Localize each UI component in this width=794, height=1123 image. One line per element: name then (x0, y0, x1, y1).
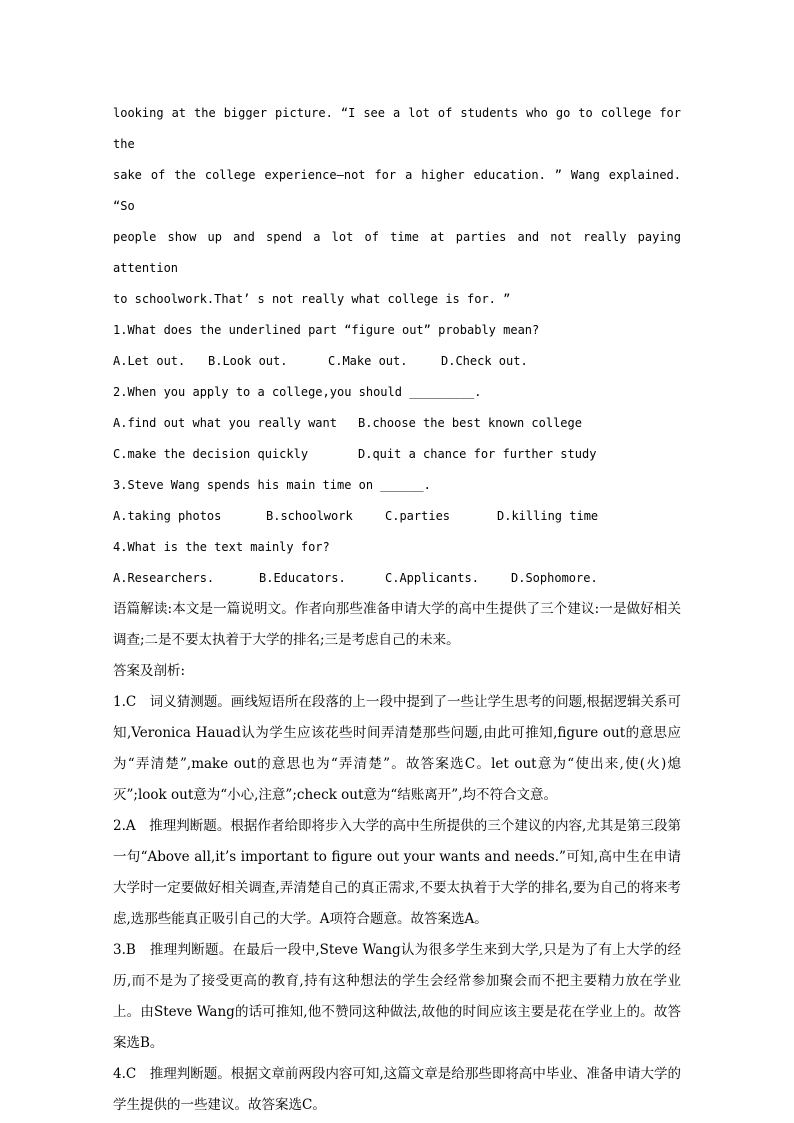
option-d: D.killing time (497, 509, 599, 523)
option-c: C.parties (385, 509, 451, 523)
document-page (113, 98, 681, 1121)
discourse-summary: 语篇解读:本文是一篇说明文。作者向那些准备申请大学的高中生提供了三个建议:一是做好相关调查;二是不要太执着于大学的排名;三是考虑自己的未来。 (113, 601, 681, 648)
option-b: B.schoolwork (266, 509, 353, 523)
option-b: B.Look out. (208, 354, 288, 368)
option-line (113, 408, 681, 439)
option-line (113, 439, 681, 470)
option-a: A.Researchers. (113, 571, 215, 585)
passage (113, 98, 681, 315)
passage-line: to schoolwork.That’ s not really what college is for. ” (113, 292, 511, 306)
passage-line: people show up and spend a lot of time at parties and not really paying attention (113, 230, 681, 275)
question-2 (113, 377, 681, 470)
question-stem: 2.When you apply to a college,you should _________. (113, 385, 482, 399)
option-line (113, 501, 681, 532)
option-line (113, 563, 681, 594)
question-stem: 4.What is the text mainly for? (113, 540, 330, 554)
option-c: C.make the decision quickly (113, 447, 309, 461)
option-c: C.Applicants. (385, 571, 479, 585)
question-stem: 1.What does the underlined part “figure out” probably mean? (113, 323, 540, 337)
question-1 (113, 315, 681, 377)
option-c: C.Make out. (328, 354, 408, 368)
question-3 (113, 470, 681, 532)
option-line (113, 346, 681, 377)
passage-line: sake of the college experience—not for a higher education. ” Wang explained. “So (113, 168, 681, 213)
answers-heading: 答案及剖析: (113, 663, 186, 679)
option-d: D.Sophomore. (511, 571, 598, 585)
option-b: B.Educators. (259, 571, 346, 585)
question-stem: 3.Steve Wang spends his main time on ______. (113, 478, 431, 492)
question-4 (113, 532, 681, 594)
answer-explanation-4: 4.C 推理判断题。根据文章前两段内容可知,这篇文章是给那些即将高中毕业、准备申请大学的学生提供的一些建议。故答案选C。 (113, 1066, 681, 1113)
option-a: A.taking photos (113, 509, 222, 523)
answer-explanation-1: 1.C 词义猜测题。画线短语所在段落的上一段中提到了一些让学生思考的问题,根据逻辑关系可知,Veronica Hauad认为学生应该花些时间弄清楚那些问题,由此可推知,figure out的意思应为“弄清楚”,make out的意思也为“弄清楚”。故答案选C。let out意为“使出来,使(火)熄灭”;look out意为“小心,注意”;check out意为“结账离开”,均不符合文意。 (113, 694, 681, 803)
option-b: B.choose the best known college (358, 416, 582, 430)
answer-explanation-2: 2.A 推理判断题。根据作者给即将步入大学的高中生所提供的三个建议的内容,尤其是第三段第一句“Above all,it’s important to figure out your wants and needs.”可知,高中生在申请大学时一定要做好相关调查,弄清楚自己的真正需求,不要太执着于大学的排名,要为自己的将来考虑,选那些能真正吸引自己的大学。A项符合题意。故答案选A。 (113, 818, 681, 927)
option-a: A.Let out. (113, 354, 186, 368)
answer-explanation-3: 3.B 推理判断题。在最后一段中,Steve Wang认为很多学生来到大学,只是为了有上大学的经历,而不是为了接受更高的教育,持有这种想法的学生会经常参加聚会而不把主要精力放在学业上。由Steve Wang的话可推知,他不赞同这种做法,故他的时间应该主要是花在学业上的。故答案选B。 (113, 942, 681, 1051)
option-d: D.Check out. (441, 354, 528, 368)
analysis-section (113, 594, 681, 1121)
option-d: D.quit a chance for further study (358, 447, 597, 461)
option-a: A.find out what you really want (113, 416, 337, 430)
passage-line: looking at the bigger picture. “I see a lot of students who go to college for the (113, 106, 681, 151)
